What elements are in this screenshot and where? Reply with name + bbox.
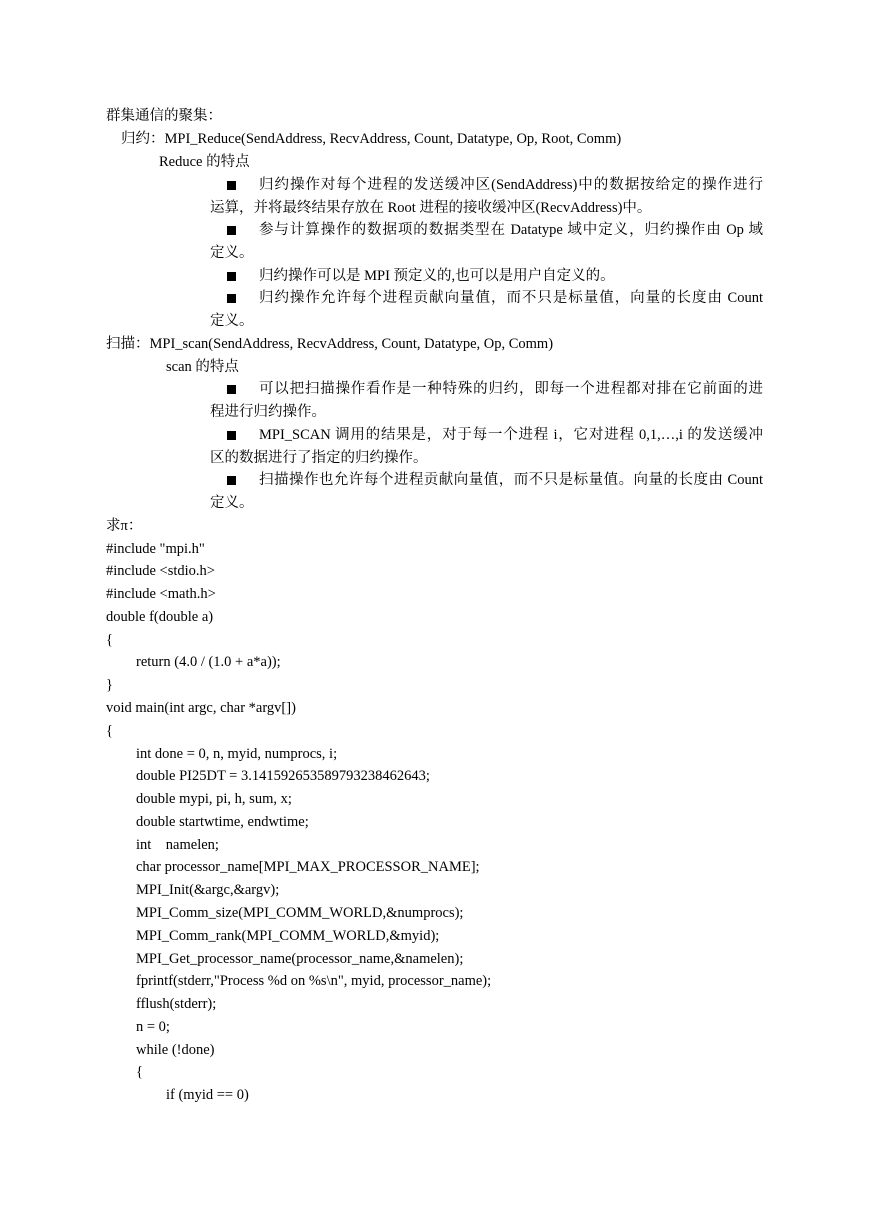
scan-bullet-2-line-2: 区的数据进行了指定的归约操作。 xyxy=(210,450,428,466)
bullet-square-icon xyxy=(227,272,236,281)
code-line: #include <stdio.h> xyxy=(106,563,215,579)
code-line: int done = 0, n, myid, numprocs, i; xyxy=(136,746,338,762)
code-line: MPI_Comm_size(MPI_COMM_WORLD,&numprocs); xyxy=(136,905,464,921)
scan-bullet-2-line-1: MPI_SCAN 调用的结果是，对于每一个进程 i，它对进程 0,1,…,i 的发送缓冲 xyxy=(259,427,763,443)
code-line: #include <math.h> xyxy=(106,586,216,602)
code-line: #include "mpi.h" xyxy=(106,541,205,557)
reduce-bullet-2-line-1: 参与计算操作的数据项的数据类型在 Datatype 域中定义，归约操作由 Op 域 xyxy=(259,222,763,238)
code-line: char processor_name[MPI_MAX_PROCESSOR_NAME]; xyxy=(136,859,480,875)
code-line: { xyxy=(106,632,113,648)
reduce-features-title: Reduce 的特点 xyxy=(159,154,250,170)
code-line: } xyxy=(106,677,113,693)
bullet-square-icon xyxy=(227,476,236,485)
code-line: { xyxy=(136,1064,143,1080)
code-line: double PI25DT = 3.141592653589793238462643; xyxy=(136,768,430,784)
pi-heading: 求π： xyxy=(106,518,143,534)
reduce-bullet-1-line-2: 运算，并将最终结果存放在 Root 进程的接收缓冲区(RecvAddress)中。 xyxy=(210,200,652,216)
code-line: MPI_Get_processor_name(processor_name,&namelen); xyxy=(136,951,464,967)
bullet-square-icon xyxy=(227,294,236,303)
code-line: n = 0; xyxy=(136,1019,170,1035)
scan-bullet-1-line-2: 程进行归约操作。 xyxy=(210,404,326,420)
code-line: MPI_Init(&argc,&argv); xyxy=(136,882,280,898)
bullet-square-icon xyxy=(227,385,236,394)
reduce-bullet-2-line-2: 定义。 xyxy=(210,245,254,261)
scan-bullet-3-line-1: 扫描操作也允许每个进程贡献向量值，而不只是标量值。向量的长度由 Count xyxy=(259,472,763,488)
bullet-square-icon xyxy=(227,181,236,190)
bullet-square-icon xyxy=(227,431,236,440)
scan-features-title: scan 的特点 xyxy=(166,359,239,375)
code-line: fprintf(stderr,"Process %d on %s\n", myid, processor_name); xyxy=(136,973,492,989)
bullet-square-icon xyxy=(227,226,236,235)
code-line: return (4.0 / (1.0 + a*a)); xyxy=(136,654,281,670)
code-line: int namelen; xyxy=(136,837,219,853)
scan-signature: 扫描：MPI_scan(SendAddress, RecvAddress, Count, Datatype, Op, Comm) xyxy=(106,336,554,352)
code-line: { xyxy=(106,723,113,739)
code-line: if (myid == 0) xyxy=(166,1087,249,1103)
reduce-bullet-4-line-1: 归约操作允许每个进程贡献向量值，而不只是标量值，向量的长度由 Count xyxy=(259,290,763,306)
reduce-bullet-1-line-1: 归约操作对每个进程的发送缓冲区(SendAddress)中的数据按给定的操作进行 xyxy=(259,177,763,193)
code-line: void main(int argc, char *argv[]) xyxy=(106,700,296,716)
code-line: MPI_Comm_rank(MPI_COMM_WORLD,&myid); xyxy=(136,928,440,944)
code-line: double f(double a) xyxy=(106,609,214,625)
code-line: double mypi, pi, h, sum, x; xyxy=(136,791,292,807)
reduce-signature: 归约：MPI_Reduce(SendAddress, RecvAddress, Count, Datatype, Op, Root, Comm) xyxy=(121,131,622,147)
section-heading: 群集通信的聚集： xyxy=(106,108,222,124)
code-line: fflush(stderr); xyxy=(136,996,217,1012)
reduce-bullet-3-line-1: 归约操作可以是 MPI 预定义的,也可以是用户自定义的。 xyxy=(259,268,615,284)
code-line: while (!done) xyxy=(136,1042,215,1058)
scan-bullet-3-line-2: 定义。 xyxy=(210,495,254,511)
reduce-bullet-4-line-2: 定义。 xyxy=(210,313,254,329)
code-line: double startwtime, endwtime; xyxy=(136,814,309,830)
scan-bullet-1-line-1: 可以把扫描操作看作是一种特殊的归约，即每一个进程都对排在它前面的进 xyxy=(259,381,763,397)
